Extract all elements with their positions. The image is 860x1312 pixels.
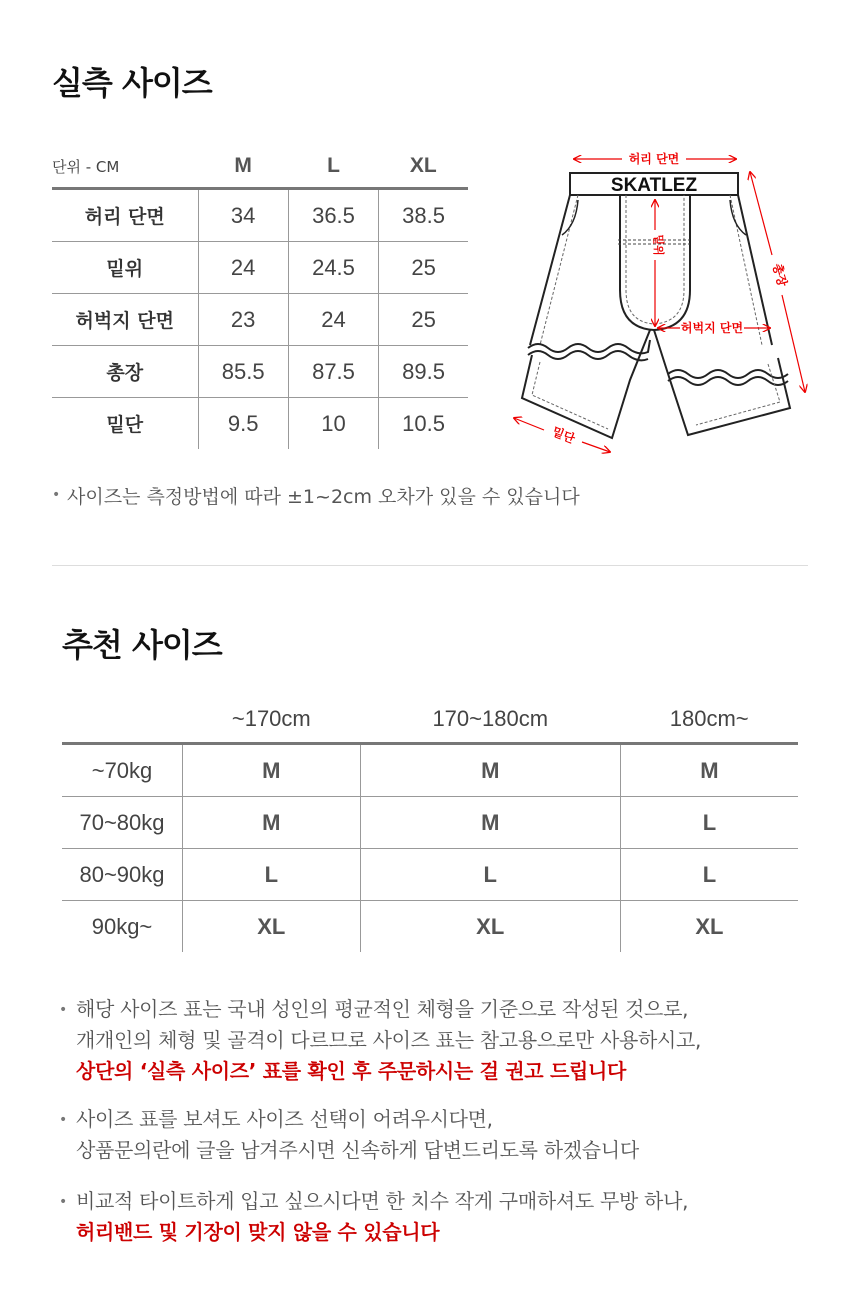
table-cell: 25	[379, 294, 468, 346]
note-paragraph-3	[76, 1186, 688, 1248]
row-label: 밑위	[52, 242, 198, 294]
recommended-size-table	[62, 696, 798, 952]
table-cell: L	[620, 797, 798, 849]
table-cell: 38.5	[379, 189, 468, 242]
note-bullet: •	[59, 1194, 68, 1210]
table-cell: 10	[288, 398, 378, 450]
note-line: 상품문의란에 글을 남겨주시면 신속하게 답변드리도록 하겠습니다	[76, 1138, 639, 1162]
table-cell: 87.5	[288, 346, 378, 398]
hem-label: 밑단	[550, 424, 577, 447]
table-cell: XL	[620, 901, 798, 953]
recommended-size-title: 추천 사이즈	[62, 626, 222, 664]
table-row	[52, 294, 468, 346]
table-cell: L	[620, 849, 798, 901]
shorts-diagram	[500, 140, 820, 460]
weight-label: 80~90kg	[62, 849, 183, 901]
table-cell: XL	[183, 901, 361, 953]
note-bullet: •	[52, 487, 61, 503]
measured-size-title: 실측 사이즈	[52, 64, 212, 102]
note-line: 개개인의 체형 및 골격이 다르므로 사이즈 표는 참고용으로만 사용하시고,	[76, 1028, 702, 1052]
note-line: 비교적 타이트하게 입고 싶으시다면 한 치수 작게 구매하셔도 무방 하나,	[76, 1189, 689, 1213]
table-row	[62, 744, 798, 797]
table-row	[62, 849, 798, 901]
row-label: 밑단	[106, 414, 144, 436]
note-paragraph-2	[76, 1104, 639, 1166]
table-row	[52, 398, 468, 450]
table-row	[62, 797, 798, 849]
table-cell: 23	[198, 294, 288, 346]
size-header: XL	[379, 145, 468, 189]
note-bullet: •	[59, 1112, 68, 1128]
table-cell: 24.5	[288, 242, 378, 294]
table-cell: 10.5	[379, 398, 468, 450]
corner-cell	[62, 696, 183, 744]
table-cell: M	[183, 744, 361, 797]
note-line: 해당 사이즈 표는 국내 성인의 평균적인 체형을 기준으로 작성된 것으로,	[76, 997, 689, 1021]
height-header: ~170cm	[183, 696, 361, 744]
table-cell: 34	[198, 189, 288, 242]
table-cell: L	[360, 849, 620, 901]
table-cell: M	[620, 744, 798, 797]
note-line: 사이즈 표를 보셔도 사이즈 선택이 어려우시다면,	[76, 1107, 493, 1131]
length-label: 총장	[770, 261, 790, 288]
note-bullet: •	[59, 1002, 68, 1018]
size-header: M	[198, 145, 288, 189]
table-cell: XL	[360, 901, 620, 953]
row-label: 총장	[52, 346, 198, 398]
row-label: 허리 단면	[52, 189, 198, 242]
waist-label: 허리 단면	[628, 152, 680, 166]
table-row	[52, 242, 468, 294]
table-row	[52, 189, 468, 242]
height-header: 180cm~	[620, 696, 798, 744]
note-line-emphasis: 허리밴드 및 기장이 맞지 않을 수 있습니다	[76, 1220, 440, 1244]
section-divider	[52, 565, 808, 566]
table-row	[62, 901, 798, 953]
size-header: L	[288, 145, 378, 189]
note-line-emphasis: 상단의 ‘실측 사이즈’ 표를 확인 후 주문하시는 걸 권고 드립니다	[76, 1059, 627, 1083]
row-label: 허벅지 단면	[52, 294, 198, 346]
weight-label: 70~80kg	[62, 797, 183, 849]
brand-logo: SKATLEZ	[610, 175, 698, 196]
height-header: 170~180cm	[360, 696, 620, 744]
weight-label: 90kg~	[91, 913, 153, 939]
table-cell: M	[360, 744, 620, 797]
unit-label: 단위 - CM	[52, 145, 198, 189]
measured-size-table	[52, 145, 468, 449]
rise-label: 밑위	[652, 234, 665, 256]
table-cell: 85.5	[198, 346, 288, 398]
table-cell: M	[360, 797, 620, 849]
table-cell: 25	[379, 242, 468, 294]
table-cell: L	[183, 849, 361, 901]
weight-label: ~70kg	[62, 744, 183, 797]
table-cell: 9.5	[198, 398, 288, 450]
table-cell: 24	[288, 294, 378, 346]
table-cell: 89.5	[379, 346, 468, 398]
table-cell: M	[183, 797, 361, 849]
pockets	[562, 200, 746, 235]
table-cell: 24	[198, 242, 288, 294]
note-paragraph-1	[76, 994, 701, 1087]
measurement-note: 사이즈는 측정방법에 따라 ±1~2cm 오차가 있을 수 있습니다	[67, 486, 580, 508]
table-cell: 36.5	[288, 189, 378, 242]
thigh-label: 허벅지 단면	[680, 321, 744, 335]
table-row	[52, 346, 468, 398]
